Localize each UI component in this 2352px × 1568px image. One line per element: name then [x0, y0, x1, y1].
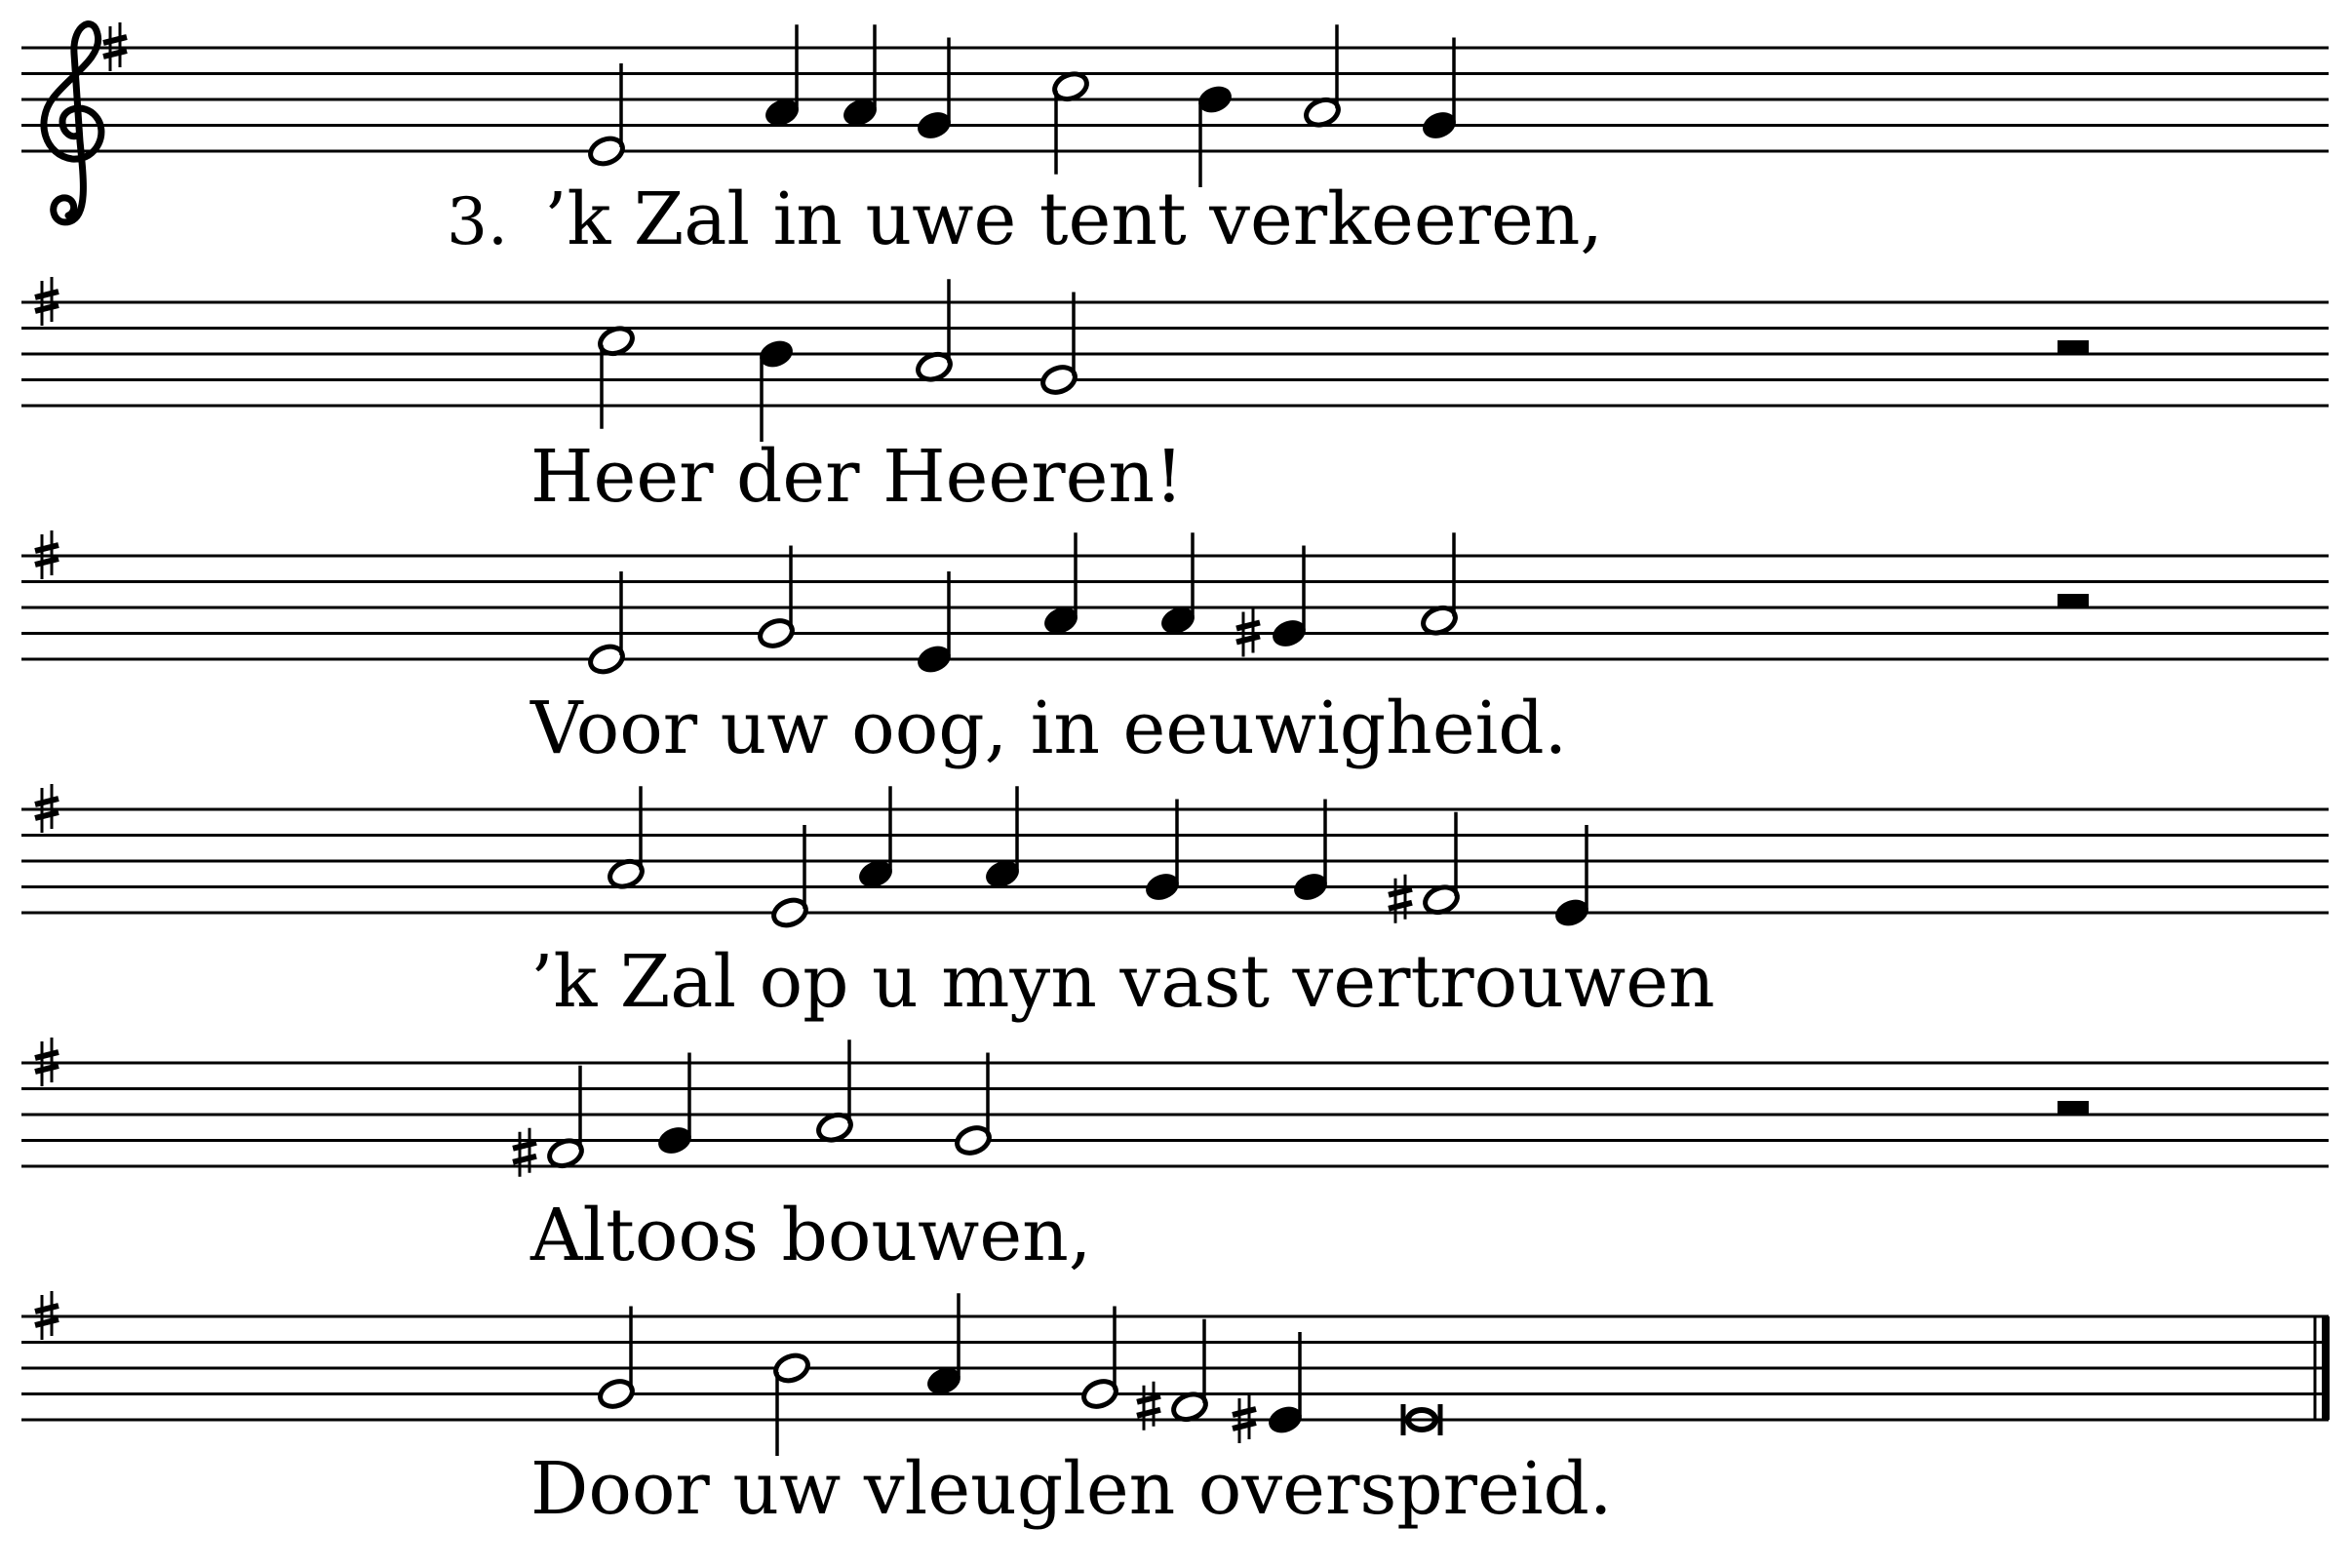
lyric-line-2: Voor uw oog, in eeuwigheid. — [530, 686, 1568, 770]
treble-clef-icon — [44, 24, 101, 222]
accidental-sharp-4-0 — [513, 1128, 536, 1177]
half-rest — [2058, 340, 2089, 354]
half-rest — [2058, 1101, 2089, 1115]
lyric-line-1: Heer der Heeren! — [530, 435, 1184, 519]
lyric-text: ’k Zal in uwe tent verkeeren, — [543, 177, 1603, 261]
lyric-line-3: ’k Zal op u myn vast vertrouwen — [530, 940, 1715, 1024]
lyric-line-0 — [447, 177, 1603, 261]
accidental-sharp-3-6 — [1389, 875, 1412, 923]
half-rest — [2058, 594, 2089, 608]
lyric-line-5: Door uw vleuglen overspreid. — [530, 1447, 1613, 1531]
accidental-sharp-5-4 — [1137, 1382, 1160, 1431]
lyric-line-4: Altoos bouwen, — [530, 1194, 1092, 1277]
verse-number: 3. — [447, 184, 508, 259]
